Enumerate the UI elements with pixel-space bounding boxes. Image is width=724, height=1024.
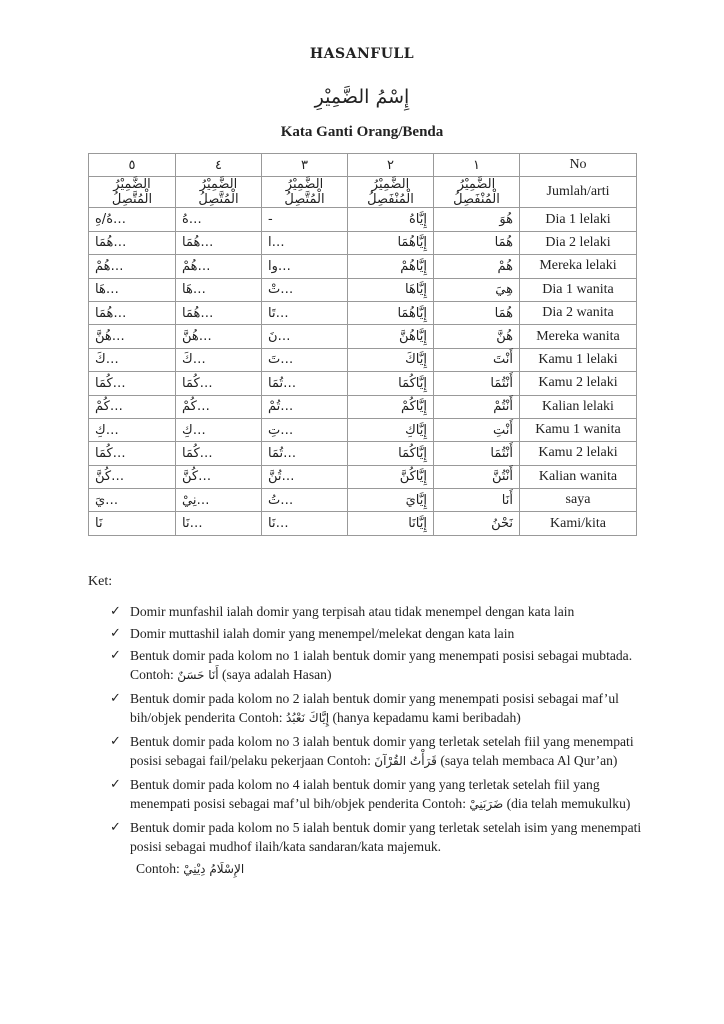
row-label-cell: Kamu 1 wanita <box>520 418 637 441</box>
table-row <box>89 418 637 441</box>
table-row <box>89 372 637 395</box>
table-row <box>89 208 637 231</box>
pronoun-cell: …هُمَا <box>176 301 262 324</box>
table-row <box>89 231 637 254</box>
row-label-cell: Dia 2 lelaki <box>520 231 637 254</box>
note-translation: (hanya kepadamu kami beribadah) <box>332 710 521 725</box>
row-label-cell: Dia 1 lelaki <box>520 208 637 231</box>
row-label-cell: Kamu 2 lelaki <box>520 442 637 465</box>
pronoun-cell: أَنْتُمَا <box>434 372 520 395</box>
pronoun-cell: هُمَا <box>434 301 520 324</box>
pronoun-cell: …كِ <box>89 418 176 441</box>
pronoun-cell: …يَ <box>89 489 176 512</box>
pronoun-cell: …تَا <box>262 301 348 324</box>
note-item <box>110 775 648 814</box>
pronoun-cell: إِيَّايَ <box>348 489 434 512</box>
pronoun-cell: إِيَّاكُمَا <box>348 372 434 395</box>
pronoun-cell: أَنْتُمْ <box>434 395 520 418</box>
pronoun-cell: …كُمَا <box>176 372 262 395</box>
check-icon: ✓ <box>110 626 121 641</box>
pronoun-cell: الضَّمِيْرُ الْمُنْفَصِلُ <box>434 177 520 208</box>
row-label-cell: Mereka wanita <box>520 325 637 348</box>
pronoun-cell: …كَ <box>89 348 176 371</box>
row-label-cell: Dia 1 wanita <box>520 278 637 301</box>
pronoun-cell: …كُمْ <box>89 395 176 418</box>
pronoun-cell: …كِ <box>176 418 262 441</box>
pronoun-cell: إِيَّاهَا <box>348 278 434 301</box>
pronoun-cell: ١ <box>434 154 520 177</box>
pronoun-cell: ٥ <box>89 154 176 177</box>
pronoun-cell: …كُمَا <box>176 442 262 465</box>
row-label-cell: Jumlah/arti <box>520 177 637 208</box>
pronoun-cell: …هُ <box>176 208 262 231</box>
pronoun-cell: …تَ <box>262 348 348 371</box>
contoh-label: Contoh: <box>136 861 180 876</box>
note-text: Domir munfashil ialah domir yang terpisah atau tidak menempel dengan kata lain <box>130 604 575 619</box>
note-arabic-example: إِيَّاكَ نَعْبُدُ <box>285 711 330 725</box>
pronoun-cell: أَنْتُنَّ <box>434 465 520 488</box>
table-row <box>89 442 637 465</box>
pronoun-cell: إِيَّاهُمَا <box>348 231 434 254</box>
note-item <box>110 624 648 643</box>
pronoun-cell: …كَ <box>176 348 262 371</box>
note-translation: (saya adalah Hasan) <box>222 667 332 682</box>
note-text: Bentuk domir pada kolom no 1 ialah bentuk domir yang menempati posisi sebagai mubtada. Contoh: <box>130 648 633 682</box>
row-label-cell: Kalian lelaki <box>520 395 637 418</box>
pronoun-cell: أَنَا <box>434 489 520 512</box>
pronoun-cell: إِيَّاهُنَّ <box>348 325 434 348</box>
table-row <box>89 395 637 418</box>
pronoun-cell: …هُنَّ <box>176 325 262 348</box>
pronoun-cell: …تُمَا <box>262 442 348 465</box>
pronoun-cell: …ا <box>262 231 348 254</box>
table-subheader-row <box>89 177 637 208</box>
row-label-cell: Dia 2 wanita <box>520 301 637 324</box>
check-icon: ✓ <box>110 820 121 835</box>
pronoun-cell: إِيَّاكُمَا <box>348 442 434 465</box>
contoh-arabic: الإِسْلَامُ دِيْنِيْ <box>183 862 245 876</box>
note-text: Bentuk domir pada kolom no 2 ialah bentuk domir yang menempati posisi sebagai maf’ul bih/objek penderita Contoh: <box>130 691 619 725</box>
pronoun-cell: …وا <box>262 255 348 278</box>
pronoun-cell: إِيَّاكُمْ <box>348 395 434 418</box>
note-text: Bentuk domir pada kolom no 4 ialah bentuk domir yang yang terletak setelah fiil yang menempati posisi sebagai maf’ul bih/objek penderita Contoh: <box>130 777 600 811</box>
document-subtitle: Kata Ganti Orang/Benda <box>280 124 444 140</box>
pronoun-cell: …هُمْ <box>89 255 176 278</box>
pronoun-cell: …نَا <box>262 512 348 535</box>
table-row <box>89 255 637 278</box>
note-item <box>110 732 648 771</box>
pronoun-cell: إِيَّاكِ <box>348 418 434 441</box>
pronoun-cell: هِيَ <box>434 278 520 301</box>
table-row <box>89 512 637 535</box>
note-arabic-example: ضَرَبَنِيْ <box>469 797 504 811</box>
document-brand: HASANFULL <box>309 46 415 62</box>
pronoun-cell: …هَا <box>89 278 176 301</box>
table-row <box>89 489 637 512</box>
note-item <box>110 818 648 856</box>
row-label-cell: Mereka lelaki <box>520 255 637 278</box>
notes-section <box>88 574 648 879</box>
pronoun-table-body <box>89 154 637 536</box>
notes-list <box>88 602 648 856</box>
note-translation: (saya telah membaca Al Qur’an) <box>440 753 618 768</box>
check-icon: ✓ <box>110 734 121 749</box>
note-translation: (dia telah memukulku) <box>506 796 631 811</box>
row-label-cell: Kamu 1 lelaki <box>520 348 637 371</box>
table-row <box>89 465 637 488</box>
pronoun-cell: إِيَّانَا <box>348 512 434 535</box>
table-header-row <box>89 154 637 177</box>
pronoun-cell: …تِ <box>262 418 348 441</box>
pronoun-cell: …تُمْ <box>262 395 348 418</box>
pronoun-cell: …نَ <box>262 325 348 348</box>
pronoun-cell: الضَّمِيْرُ الْمُنْفَصِلُ <box>348 177 434 208</box>
pronoun-cell: أَنْتُمَا <box>434 442 520 465</box>
pronoun-cell: …كُمَا <box>89 442 176 465</box>
note-arabic-example: قَرَأْتُ القُرْآنَ <box>374 754 437 768</box>
pronoun-cell: أَنْتِ <box>434 418 520 441</box>
pronoun-cell: ٣ <box>262 154 348 177</box>
row-label-cell: saya <box>520 489 637 512</box>
pronoun-cell: نَا <box>89 512 176 535</box>
pronoun-cell: أَنْتَ <box>434 348 520 371</box>
pronoun-cell: …هُمَا <box>176 231 262 254</box>
pronoun-cell: ٢ <box>348 154 434 177</box>
pronoun-cell: …نَا <box>176 512 262 535</box>
check-icon: ✓ <box>110 691 121 706</box>
pronoun-cell: الضَّمِيْرُ الْمُتَّصِلُ <box>89 177 176 208</box>
check-icon: ✓ <box>110 604 121 619</box>
note-text: Bentuk domir pada kolom no 5 ialah bentuk domir yang terletak setelah isim yang menempati posisi sebagai mudhof ilaih/kata sandaran/kata majemuk. <box>130 820 642 854</box>
pronoun-table <box>88 153 637 536</box>
pronoun-cell: إِيَّاهُمَا <box>348 301 434 324</box>
pronoun-cell: …تُ <box>262 489 348 512</box>
pronoun-cell: …هُنَّ <box>89 325 176 348</box>
pronoun-cell: …هُمَا <box>89 231 176 254</box>
pronoun-cell: …هُ/هِ <box>89 208 176 231</box>
row-label-cell: No <box>520 154 637 177</box>
note-arabic-example: أَنَا حَسَنٌ <box>177 668 219 682</box>
arabic-title: إِسْمُ الضَّمِيْرِ <box>314 86 410 108</box>
pronoun-cell: إِيَّاهُ <box>348 208 434 231</box>
pronoun-cell: …كُمَا <box>89 372 176 395</box>
pronoun-cell: …نِيْ <box>176 489 262 512</box>
pronoun-cell: …هَا <box>176 278 262 301</box>
table-row <box>89 325 637 348</box>
pronoun-cell: …كُنَّ <box>89 465 176 488</box>
pronoun-cell: إِيَّاهُمْ <box>348 255 434 278</box>
pronoun-cell: إِيَّاكُنَّ <box>348 465 434 488</box>
pronoun-cell: هُنَّ <box>434 325 520 348</box>
pronoun-cell: …كُمْ <box>176 395 262 418</box>
pronoun-cell: …تُنَّ <box>262 465 348 488</box>
pronoun-cell: الضَّمِيْرُ الْمُتَّصِلُ <box>262 177 348 208</box>
note-text: Bentuk domir pada kolom no 3 ialah bentuk domir yang terletak setelah fiil yang menempati posisi sebagai fail/pelaku pekerjaan Contoh: <box>130 734 634 768</box>
pronoun-cell: ٤ <box>176 154 262 177</box>
check-icon: ✓ <box>110 777 121 792</box>
pronoun-cell: - <box>262 208 348 231</box>
pronoun-cell: …تُمَا <box>262 372 348 395</box>
note-item <box>110 602 648 621</box>
pronoun-cell: …كُنَّ <box>176 465 262 488</box>
table-row <box>89 301 637 324</box>
note-item <box>110 646 648 685</box>
pronoun-cell: هُمَا <box>434 231 520 254</box>
row-label-cell: Kamu 2 lelaki <box>520 372 637 395</box>
row-label-cell: Kalian wanita <box>520 465 637 488</box>
check-icon: ✓ <box>110 648 121 663</box>
table-row <box>89 348 637 371</box>
pronoun-cell: الضَّمِيْرُ الْمُتَّصِلُ <box>176 177 262 208</box>
final-example <box>88 859 648 879</box>
row-label-cell: Kami/kita <box>520 512 637 535</box>
note-text: Domir muttashil ialah domir yang menempel/melekat dengan kata lain <box>130 626 515 641</box>
pronoun-cell: هُوَ <box>434 208 520 231</box>
pronoun-cell: …تْ <box>262 278 348 301</box>
note-item <box>110 689 648 728</box>
pronoun-cell: …هُمْ <box>176 255 262 278</box>
pronoun-cell: …هُمَا <box>89 301 176 324</box>
pronoun-cell: نَحْنُ <box>434 512 520 535</box>
ket-label: Ket: <box>88 574 113 589</box>
pronoun-cell: هُمْ <box>434 255 520 278</box>
pronoun-cell: إِيَّاكَ <box>348 348 434 371</box>
table-row <box>89 278 637 301</box>
